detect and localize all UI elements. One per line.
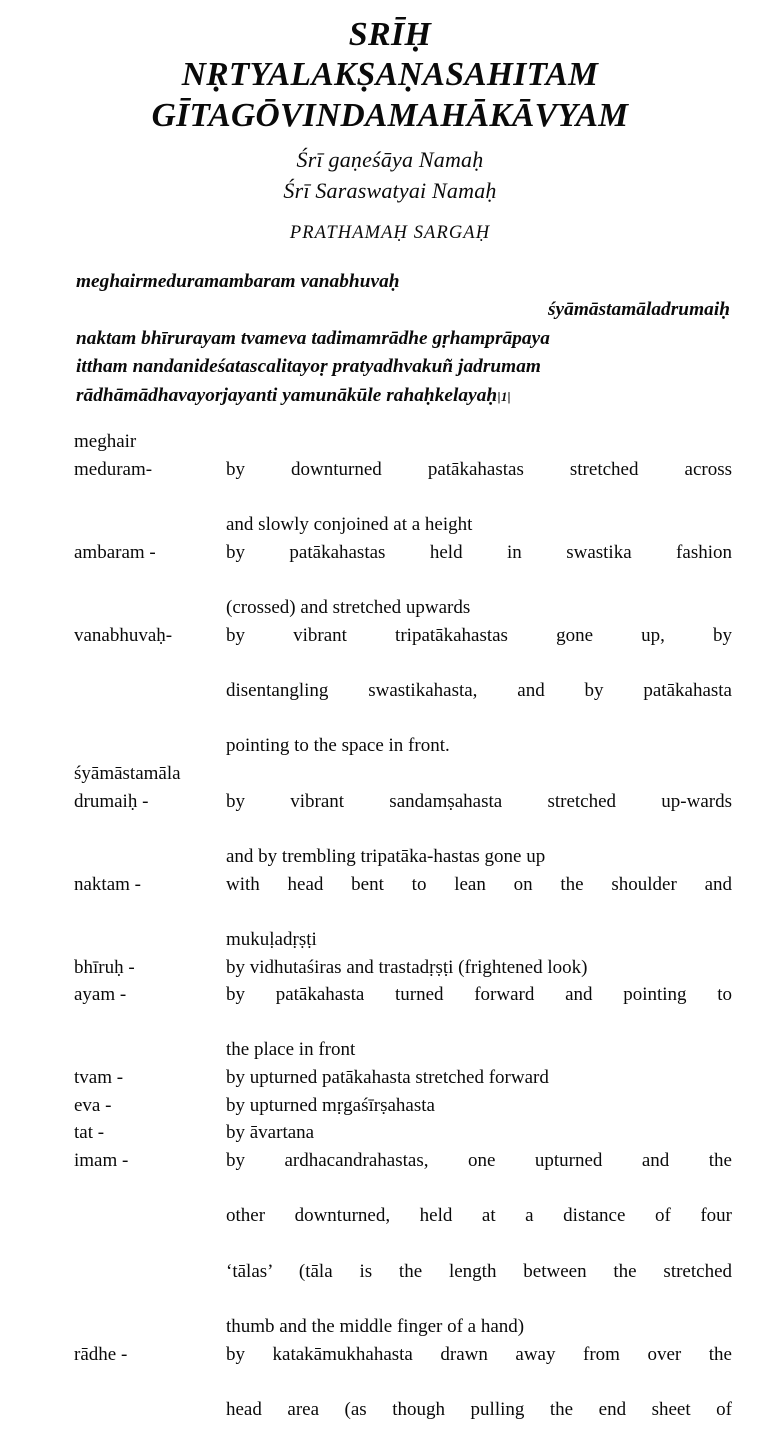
glossary-definition	[226, 622, 732, 760]
verse-bar-right: ||	[507, 388, 510, 404]
glossary-term: naktam -	[74, 873, 142, 895]
verse-line-4: ittham nandanideśatascalitayoṛ pratyadhvakuñ jadrumam	[76, 356, 541, 378]
glossary-definition	[226, 1064, 732, 1092]
verse-number	[497, 389, 510, 404]
glossary-definition	[226, 1119, 732, 1147]
verse-line-5-text: rādhāmādhavayorjayanti yamunākūle rahaḥkelayaḥ	[76, 384, 498, 406]
glossary-entry	[74, 1147, 732, 1340]
definition-line: (crossed) and stretched upwards	[226, 597, 471, 619]
glossary-definition	[226, 981, 732, 1064]
definition-line: by vibrant tripatākahastas gone up, by	[226, 624, 732, 646]
glossary-entry	[74, 1092, 732, 1120]
glossary-definition	[226, 539, 732, 622]
definition-line: by upturned mṛgaśīrṣahasta	[226, 1094, 435, 1116]
glossary-definition	[226, 1092, 732, 1120]
invocation-line-1: Śrī gaṇeśāya Namaḥ	[296, 147, 484, 173]
verse-line-5	[76, 382, 738, 411]
definition-line: by patākahasta turned forward and pointing to	[226, 984, 732, 1006]
definition-line: the place in front	[226, 1039, 356, 1061]
glossary-entry	[74, 1341, 732, 1451]
verse-line-3: naktam bhīrurayam tvameva tadimamrādhe gṛhamprāpaya	[76, 327, 550, 349]
definition-line: disentangling swastikahasta, and by patākahasta	[226, 680, 732, 702]
glossary-term: ambaram -	[74, 541, 156, 563]
title-line-3: GĪTAGŌVINDAMAHĀKĀVYAM	[151, 97, 629, 135]
definition-line: mukuḷadṛṣṭi	[226, 928, 317, 950]
glossary-term: meduram-	[74, 459, 153, 481]
definition-line: by āvartana	[226, 1122, 315, 1144]
glossary-definition	[226, 788, 732, 871]
definition-line: thumb and the middle finger of a hand)	[226, 1315, 525, 1337]
glossary-term-above: śyāmāstamāla	[74, 763, 181, 785]
definition-line: pointing to the space in front.	[226, 735, 450, 757]
glossary-entry	[74, 1119, 732, 1147]
definition-line: by ardhacandrahastas, one upturned and the	[226, 1150, 732, 1172]
verse-number-value: 1	[500, 388, 507, 404]
glossary-term: tvam -	[74, 1067, 124, 1089]
glossary-definition	[226, 456, 732, 539]
glossary-term: tat -	[74, 1122, 105, 1144]
verse-block	[0, 268, 780, 411]
glossary-term: vanabhuvaḥ-	[74, 624, 173, 646]
glossary-entry	[74, 788, 732, 871]
glossary-entry	[74, 622, 732, 760]
glossary-definition	[226, 954, 732, 982]
glossary-entry	[74, 456, 732, 539]
glossary-entry	[74, 954, 732, 982]
definition-line: by vibrant sandamṣahasta stretched up-wards	[226, 790, 732, 812]
definition-line: by vidhutaśiras and trastadṛṣṭi (frightened look)	[226, 956, 588, 978]
glossary-term: eva -	[74, 1094, 112, 1116]
definition-line: and by trembling tripatāka-hastas gone up	[226, 846, 546, 867]
glossary-entry	[74, 539, 732, 622]
glossary-term: drumaiḥ -	[74, 790, 149, 812]
glossary-entry	[74, 981, 732, 1064]
definition-line: by patākahastas held in swastika fashion	[226, 541, 732, 563]
glossary-term: bhīruḥ -	[74, 956, 135, 978]
glossary-term: ayam -	[74, 984, 127, 1006]
title-line-1: SRĪḤ	[348, 16, 432, 53]
definition-line: other downturned, held at a distance of four	[226, 1205, 732, 1227]
glossary-definition	[226, 1147, 732, 1340]
definition-line: by downturned patākahastas stretched across	[226, 459, 732, 481]
definition-line: with head bent to lean on the shoulder and	[226, 873, 732, 895]
definition-line: by katakāmukhahasta drawn away from over the	[226, 1343, 732, 1365]
title-line-2: NṚTYALAKṢAṆASAHITAM	[181, 56, 599, 94]
glossary-term-above: meghair	[74, 431, 137, 453]
glossary-entry	[74, 1064, 732, 1092]
definition-line: by upturned patākahasta stretched forward	[226, 1067, 549, 1089]
glossary-definition	[226, 871, 732, 954]
sarga-heading: PRATHAMAḤ SARGAḤ	[289, 222, 491, 243]
title-block	[0, 0, 780, 137]
glossary-entry	[74, 871, 732, 954]
glossary-list	[0, 428, 780, 1451]
verse-line-2: śyāmāstamāladrumaiḥ	[547, 299, 730, 321]
invocation-line-2: Śrī Saraswatyai Namaḥ	[283, 178, 497, 204]
definition-line: head area (as though pulling the end sheet of	[226, 1398, 732, 1420]
glossary-term: imam -	[74, 1150, 129, 1172]
glossary-definition	[226, 1341, 732, 1451]
definition-line: ‘tālas’ (tāla is the length between the stretched	[226, 1260, 732, 1282]
definition-line: and slowly conjoined at a height	[226, 514, 473, 536]
invocation-block	[0, 144, 780, 206]
verse-line-1: meghairmeduramambaram vanabhuvaḥ	[76, 270, 400, 292]
glossary-term: rādhe -	[74, 1343, 128, 1365]
verse-bar-left: ||	[498, 388, 501, 404]
